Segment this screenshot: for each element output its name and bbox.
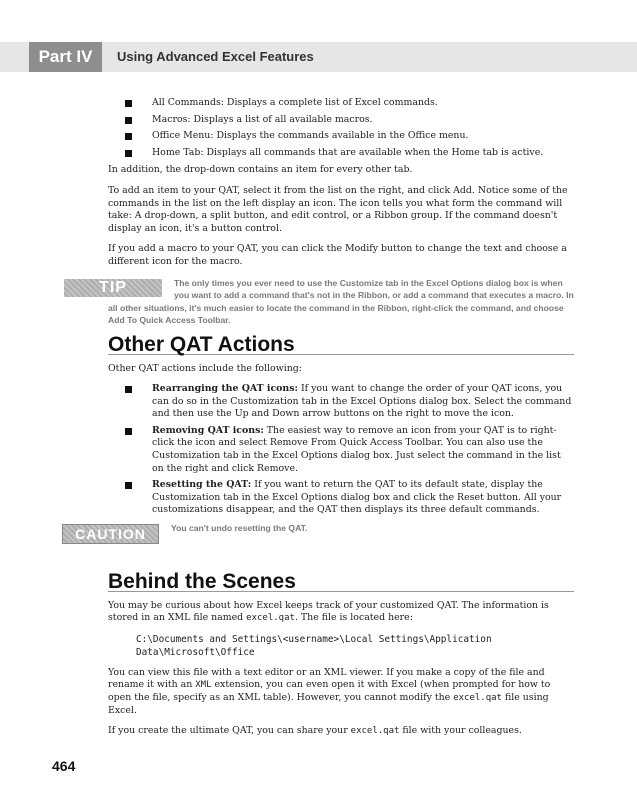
bullet-square-icon (125, 150, 132, 157)
chapter-title: Using Advanced Excel Features (117, 49, 314, 64)
page-content (75, 97, 574, 746)
file-path-code: C:\Documents and Settings\<username>\Local Settings\Application Data\Microsoft\Office (136, 633, 492, 658)
tip-note (99, 277, 574, 327)
qat-actions-list (108, 383, 574, 517)
paragraph: If you add a macro to your QAT, you can click the Modify button to change the text and choose a different icon for the macro. (108, 243, 567, 267)
part-label: Part IV (29, 42, 102, 72)
tip-text: The only times you ever need to use the Customize tab in the Excel Options dialog box is when you want to add a command that's not in the Ribbon, or add a command that executes a macro. In all other situations, it's much easier to locate the command in the Ribbon, right-click the command, and choose Add To Quick Access Toolbar. (108, 277, 574, 326)
list-item: All Commands: Displays a complete list of Excel commands. (108, 97, 574, 110)
paragraph: In addition, the drop-down contains an item for every other tab. (108, 164, 413, 176)
page-number: 464 (52, 758, 76, 774)
caution-label-icon: CAUTION (62, 524, 159, 544)
list-item: Office Menu: Displays the commands available in the Office menu. (108, 130, 574, 143)
section-heading: Behind the Scenes (108, 576, 574, 592)
paragraph: You can view this file with a text editor or an XML viewer. If you make a copy of the file and rename it with an XML extension, you can even open it with Excel (when prompted for how to open the file, specify as an XML table). However, you cannot modify the excel.qat file using Excel. (108, 666, 551, 716)
paragraph: You may be curious about how Excel keeps track of your customized QAT. The information is stored in an XML file named excel.qat. The file is located here: (108, 599, 549, 624)
bullet-square-icon (125, 482, 132, 489)
bullet-square-icon (125, 428, 132, 435)
caution-note (75, 522, 574, 546)
list-item: Macros: Displays a list of all available macros. (108, 114, 574, 127)
list-item: Resetting the QAT: If you want to return the QAT to its default state, display the Customization tab in the Excel Options dialog box and click the Reset button. All your customizations disappear, and the QAT then displays its three default commands. (108, 479, 574, 517)
caution-text: You can't undo resetting the QAT. (171, 523, 308, 534)
tip-label-icon: TIP (64, 279, 162, 297)
bullet-square-icon (125, 386, 132, 393)
section-heading: Other QAT Actions (108, 339, 574, 355)
bullet-square-icon (125, 117, 132, 124)
section-intro: Other QAT actions include the following: (108, 362, 302, 374)
list-item: Home Tab: Displays all commands that are available when the Home tab is active. (108, 147, 574, 160)
list-item: Removing QAT icons: The easiest way to remove an icon from your QAT is to right-click the icon and select Remove From Quick Access Toolbar. You can also use the Customization tab in the Excel Options dialog box. Just select the command in the list on the right and click Remove. (108, 425, 574, 475)
list-item: Rearranging the QAT icons: If you want to change the order of your QAT icons, you can do so in the Customization tab in the Excel Options dialog box. Select the command and then use the Up and Down arrow buttons on the right to move the icon. (108, 383, 574, 421)
bullet-square-icon (125, 133, 132, 140)
paragraph: To add an item to your QAT, select it from the list on the right, and click Add. Notice some of the commands in the list on the left display an icon. The icon tells you what form the command will take: A drop-down, a split button, and edit control, or a Ribbon group. If the command doesn't display an icon, it's a button control. (108, 184, 568, 234)
paragraph: If you create the ultimate QAT, you can share your excel.qat file with your colleagues. (108, 725, 522, 737)
intro-bullet-list (108, 97, 574, 159)
bullet-square-icon (125, 100, 132, 107)
